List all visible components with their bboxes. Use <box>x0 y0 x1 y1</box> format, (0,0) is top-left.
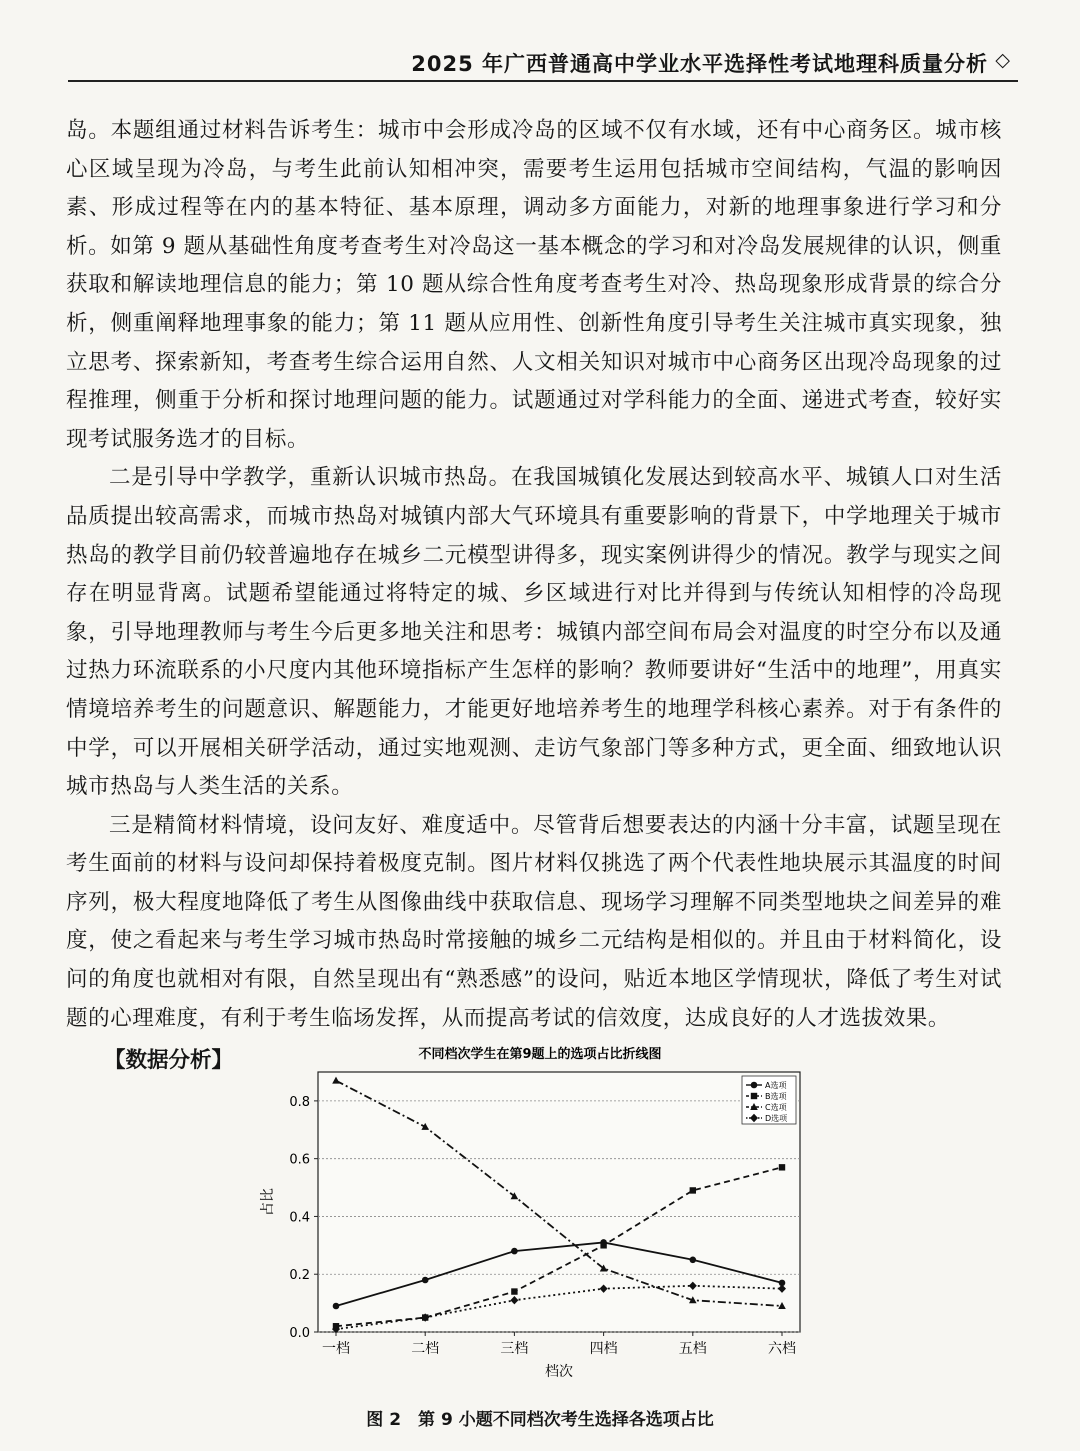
x-tick-label: 三档 <box>500 1341 529 1357</box>
data-point <box>333 1303 340 1310</box>
paragraph-3: 三是精简材料情境，设问友好、难度适中。尽管背后想要表达的内涵十分丰富，试题呈现在考生面前的材料与设问却保持着极度克制。图片材料仅挑选了两个代表性地块展示其温度的时间序列，极大程度地降低了考生从图像曲线中获取信息、现场学习理解不同类型地块之间差异的难度，使之看起来与考生学习城市热岛时常接触的城乡二元结构是相似的。并且由于材料简化，设问的角度也就相对有限，自然呈现出有“熟悉感”的设问，贴近本地区学情现状，降低了考生对试题的心理难度，有利于考生临场发挥，从而提高考试的信效度，达成良好的人才选拔效果。 <box>66 812 1002 1031</box>
x-tick-label: 二档 <box>411 1341 440 1357</box>
legend-label: A选项 <box>765 1081 787 1090</box>
x-axis-label: 档次 <box>545 1364 573 1380</box>
x-tick-label: 六档 <box>768 1341 796 1357</box>
paragraph-2: 二是引导中学教学，重新认识城市热岛。在我国城镇化发展达到较高水平、城镇人口对生活品质提出较高需求，而城市热岛对城镇内部大气环境具有重要影响的背景下，中学地理关于城市热岛的教学目前仍较普遍地存在城乡二元模型讲得多，现实案例讲得少的情况。教学与现实之间存在明显背离。试题希望能通过将特定的城、乡区域进行对比并得到与传统认知相悖的冷岛现象，引导地理教师与考生今后更多地关注和思考：城镇内部空间布局会对温度的时空分布以及通过热力环流联系的小尺度内其他环境指标产生怎样的影响？教师要讲好“生活中的地理”，用真实情境培养考生的问题意识、解题能力，才能更好地培养考生的地理学科核心素养。对于有条件的中学，可以开展相关研学活动，通过实地观测、走访气象部门等多种方式，更全面、细致地认识城市热岛与人类生活的关系。 <box>66 465 1002 800</box>
data-point <box>422 1277 429 1284</box>
header-divider <box>68 80 1018 82</box>
header-title: 2025 年广西普通高中学业水平选择性考试地理科质量分析 <box>411 52 988 76</box>
data-point <box>779 1164 785 1170</box>
data-point <box>690 1187 696 1193</box>
x-tick-label: 一档 <box>322 1341 350 1357</box>
y-tick-label: 0.8 <box>289 1094 310 1110</box>
legend-label: C选项 <box>765 1103 787 1112</box>
legend-label: D选项 <box>765 1114 788 1123</box>
y-tick-label: 0.2 <box>289 1268 310 1284</box>
x-tick-label: 五档 <box>678 1341 707 1357</box>
y-axis-label: 占比 <box>260 1188 276 1216</box>
paragraph-1: 岛。本题组通过材料告诉考生：城市中会形成冷岛的区域不仅有水域，还有中心商务区。城市核心区域呈现为冷岛，与考生此前认知相冲突，需要考生运用包括城市空间结构，气温的影响因素、形成过程等在内的基本特征、基本原理，调动多方面能力，对新的地理事象进行学习和分析。如第 9 题从基础性角度考查考生对冷岛这一基本概念的学习和对冷岛发展规律的认识，侧重获取和解读地理信息的能力；第 10 题从综合性角度考查考生对冷、热岛现象形成背景的综合分析，侧重阐释地理事象的能力；第 11 题从应用性、创新性角度引导考生关注城市真实现象，独立思考、探索新知，考查考生综合运用自然、人文相关知识对城市中心商务区出现冷岛现象的过程推理，侧重于分析和探讨地理问题的能力。试题通过对学科能力的全面、递进式考查，较好实现考试服务选才的目标。 <box>66 118 1002 452</box>
section-title: 【数据分析】 <box>104 1048 234 1074</box>
diamond-icon: ◇ <box>995 49 1010 71</box>
chart-container <box>250 1040 830 1400</box>
y-tick-label: 0.6 <box>289 1152 310 1168</box>
data-point <box>690 1256 697 1263</box>
x-tick-label: 四档 <box>589 1341 618 1357</box>
page-header <box>0 0 1080 80</box>
legend-marker <box>751 1082 758 1089</box>
chart-title: 不同档次学生在第9题上的选项占比折线图 <box>418 1047 662 1062</box>
legend-label: B选项 <box>765 1092 787 1101</box>
article-body <box>66 112 1002 1078</box>
y-tick-label: 0.4 <box>289 1210 310 1226</box>
line-chart <box>250 1040 830 1400</box>
plot-frame <box>318 1072 800 1332</box>
data-point <box>511 1288 517 1294</box>
y-tick-label: 0.0 <box>289 1326 310 1341</box>
data-point <box>600 1242 606 1248</box>
data-point <box>511 1248 518 1255</box>
figure-caption: 图 2 第 9 小题不同档次考生选择各选项占比 <box>366 1410 714 1430</box>
legend-marker <box>751 1093 757 1099</box>
